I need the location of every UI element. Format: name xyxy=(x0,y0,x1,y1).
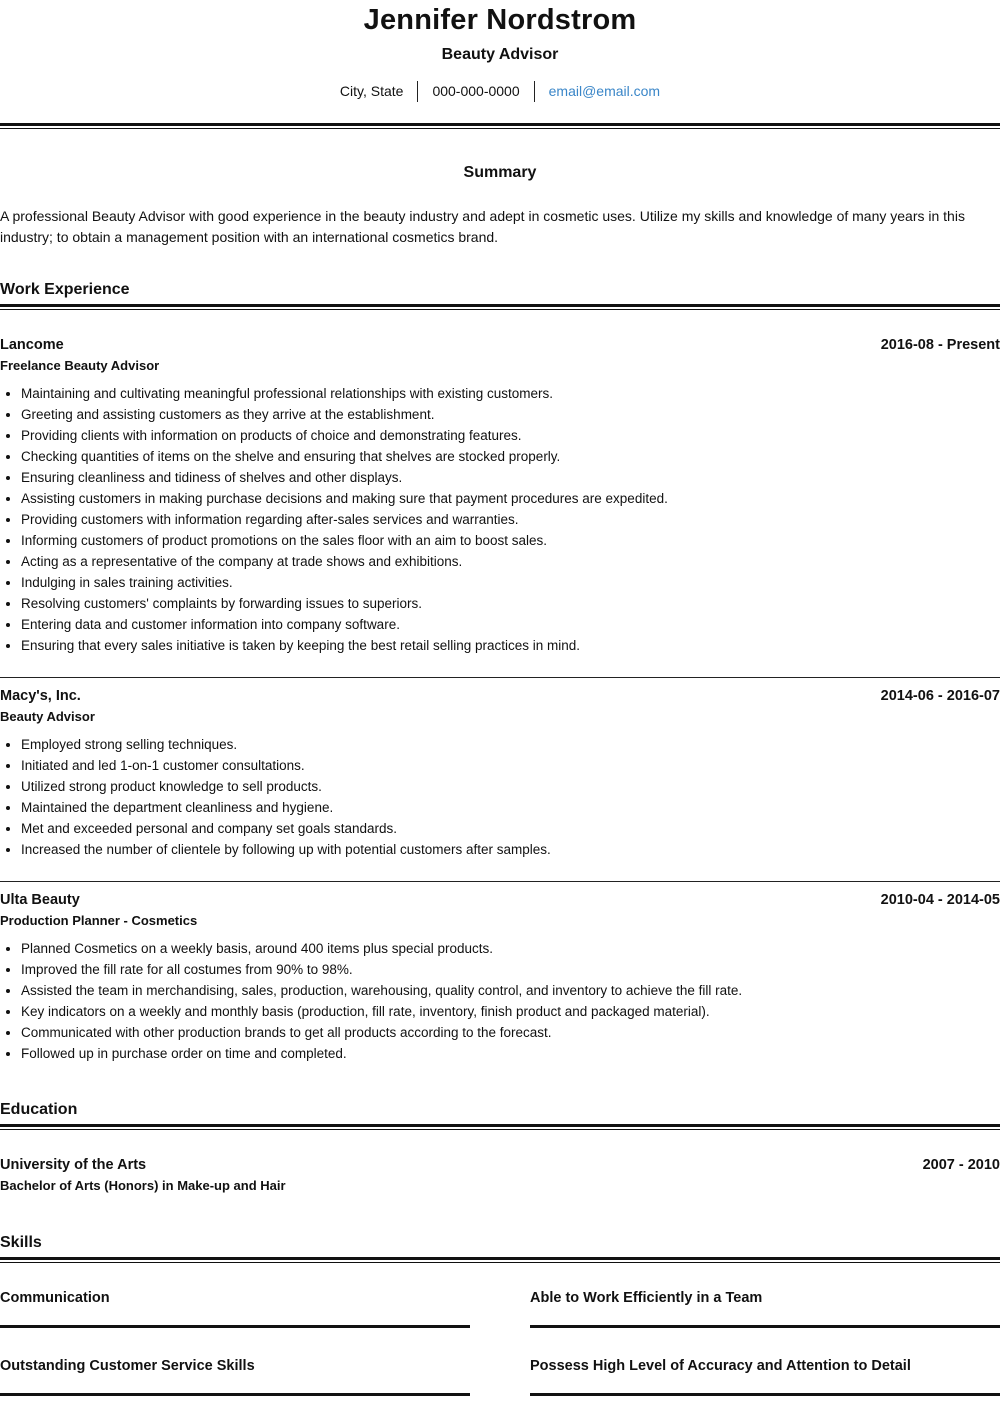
duty-item: • Utilized strong product knowledge to sell products. xyxy=(21,776,1000,797)
summary-section xyxy=(0,163,1000,248)
duty-item: • Checking quantities of items on the shelve and ensuring that shelves are stocked properly. xyxy=(21,446,1000,467)
job-divider xyxy=(0,881,1000,882)
job-company: Lancome xyxy=(0,337,64,353)
duty-item: • Communicated with other production brands to get all products according to the forecast. xyxy=(21,1022,1000,1043)
job-duties-list xyxy=(0,734,1000,860)
job-header xyxy=(0,335,1000,355)
duty-item: • Informing customers of product promotions on the sales floor with an aim to boost sales. xyxy=(21,530,1000,551)
job-header xyxy=(0,890,1000,910)
work-experience-section xyxy=(0,280,1000,1064)
skill-label: Outstanding Customer Service Skills xyxy=(0,1358,255,1374)
section-divider xyxy=(0,1124,1000,1130)
section-divider xyxy=(0,1257,1000,1263)
skill-label: Able to Work Efficiently in a Team xyxy=(530,1290,763,1306)
header-divider xyxy=(0,123,1000,129)
duty-item: • Indulging in sales training activities. xyxy=(21,572,1000,593)
education-dates: 2007 - 2010 xyxy=(922,1157,1000,1173)
contact-email-link[interactable]: email@email.com xyxy=(534,81,674,102)
skill-bar xyxy=(530,1325,1000,1328)
duty-item: • Improved the fill rate for all costumes from 90% to 98%. xyxy=(21,959,1000,980)
job-header xyxy=(0,686,1000,706)
job-dates: 2014-06 - 2016-07 xyxy=(880,688,1000,704)
job-role: Beauty Advisor xyxy=(0,709,95,724)
resume-header xyxy=(0,0,1000,129)
skill-item xyxy=(0,1288,470,1328)
skill-bar xyxy=(0,1325,470,1328)
duty-item: • Planned Cosmetics on a weekly basis, around 400 items plus special products. xyxy=(21,938,1000,959)
section-divider xyxy=(0,304,1000,310)
duty-item: • Acting as a representative of the company at trade shows and exhibitions. xyxy=(21,551,1000,572)
summary-text: A professional Beauty Advisor with good experience in the beauty industry and adept in cosmetic uses. Utilize my skills and knowledge of many years in this industry; to obtain a management position with an international cosmetics brand. xyxy=(0,208,965,245)
job-duties-list xyxy=(0,383,1000,656)
duty-item: • Met and exceeded personal and company set goals standards. xyxy=(21,818,1000,839)
skills-section xyxy=(0,1233,1000,1396)
duty-item: • Key indicators on a weekly and monthly basis (production, fill rate, inventory, finish product and packaged material). xyxy=(21,1001,1000,1022)
duty-item: • Providing clients with information on products of choice and demonstrating features. xyxy=(21,425,1000,446)
job-dates: 2010-04 - 2014-05 xyxy=(880,892,1000,908)
job-role: Freelance Beauty Advisor xyxy=(0,358,160,373)
education-header xyxy=(0,1155,1000,1175)
job-divider xyxy=(0,677,1000,678)
skills-grid xyxy=(0,1288,1000,1396)
work-experience-heading: Work Experience xyxy=(0,281,130,298)
skill-bar xyxy=(530,1393,1000,1396)
education-section xyxy=(0,1100,1000,1195)
skills-heading: Skills xyxy=(0,1234,42,1251)
job-company: Macy's, Inc. xyxy=(0,688,81,704)
duty-item: • Maintaining and cultivating meaningful professional relationships with existing customers. xyxy=(21,383,1000,404)
duty-item: • Ensuring that every sales initiative is taken by keeping the best retail selling practices in mind. xyxy=(21,635,1000,656)
candidate-name: Jennifer Nordstrom xyxy=(363,4,637,36)
duty-item: • Assisted the team in merchandising, sales, production, warehousing, quality control, and inventory to achieve the fill rate. xyxy=(21,980,1000,1001)
job-entry xyxy=(0,335,1000,656)
duty-item: • Resolving customers' complaints by forwarding issues to superiors. xyxy=(21,593,1000,614)
duty-item: • Increased the number of clientele by following up with potential customers after samples. xyxy=(21,839,1000,860)
candidate-title: Beauty Advisor xyxy=(441,46,559,63)
job-role: Production Planner - Cosmetics xyxy=(0,913,198,928)
contact-phone: 000-000-0000 xyxy=(417,81,533,102)
contact-location: City, State xyxy=(339,83,404,99)
duty-item: • Followed up in purchase order on time and completed. xyxy=(21,1043,1000,1064)
duty-item: • Providing customers with information regarding after-sales services and warranties. xyxy=(21,509,1000,530)
education-heading: Education xyxy=(0,1101,78,1118)
summary-heading: Summary xyxy=(463,164,537,181)
job-entry xyxy=(0,890,1000,1064)
duty-item: • Assisting customers in making purchase decisions and making sure that payment procedures are expedited. xyxy=(21,488,1000,509)
duty-item: • Entering data and customer information into company software. xyxy=(21,614,1000,635)
duty-item: • Initiated and led 1-on-1 customer consultations. xyxy=(21,755,1000,776)
skill-label: Possess High Level of Accuracy and Attention to Detail xyxy=(530,1358,911,1374)
skill-bar xyxy=(0,1393,470,1396)
job-entry xyxy=(0,686,1000,860)
duty-item: • Ensuring cleanliness and tidiness of shelves and other displays. xyxy=(21,467,1000,488)
contact-info xyxy=(0,81,1000,102)
job-company: Ulta Beauty xyxy=(0,892,80,908)
skill-label: Communication xyxy=(0,1290,110,1306)
duty-item: • Maintained the department cleanliness and hygiene. xyxy=(21,797,1000,818)
job-duties-list xyxy=(0,938,1000,1064)
skill-item xyxy=(0,1356,470,1396)
education-degree: Bachelor of Arts (Honors) in Make-up and Hair xyxy=(0,1178,286,1193)
skill-item xyxy=(530,1288,1000,1328)
education-school: University of the Arts xyxy=(0,1157,147,1173)
job-dates: 2016-08 - Present xyxy=(880,337,1000,353)
duty-item: • Greeting and assisting customers as they arrive at the establishment. xyxy=(21,404,1000,425)
education-entry xyxy=(0,1155,1000,1195)
duty-item: • Employed strong selling techniques. xyxy=(21,734,1000,755)
skill-item xyxy=(530,1356,1000,1396)
